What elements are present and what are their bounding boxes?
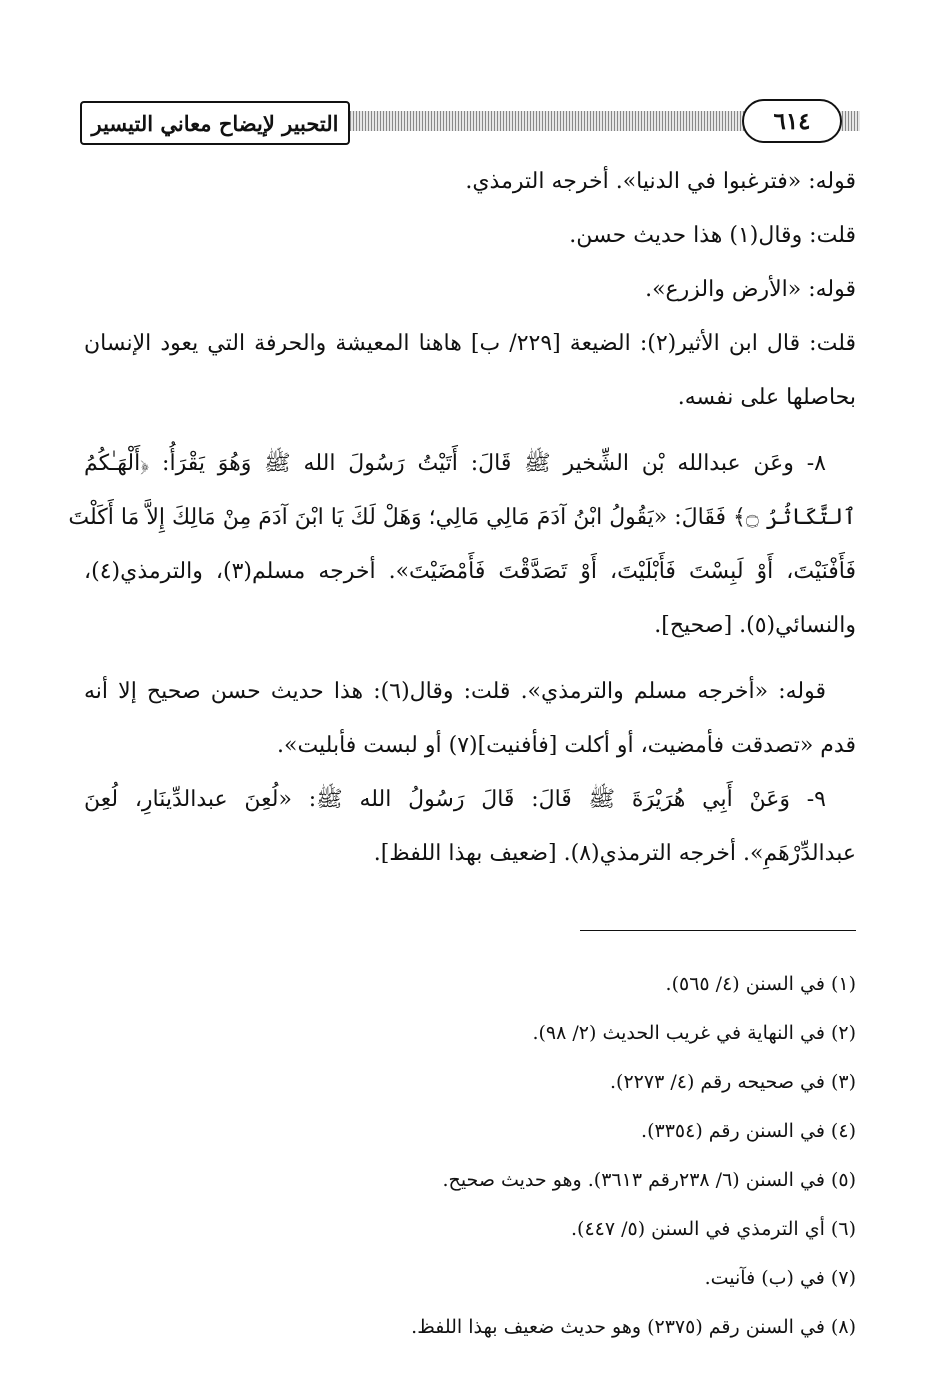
text-line: قلت: قال ابن الأثير(٢): الضيعة [٢٢٩/ ب] هاهنا المعيشة والحرفة التي يعود الإنسان: [84, 331, 856, 356]
text-line: قلت: وقال(١) هذا حديث حسن.: [569, 223, 856, 248]
hadith-9-line: عبدالدِّرْهَمِ». أخرجه الترمذي(٨). [ضعيف بهذا اللفظ].: [373, 841, 856, 866]
footnote: (٦) أي الترمذي في السنن (٥/ ٤٤٧).: [570, 1218, 856, 1240]
footnotes: [84, 960, 856, 1352]
main-text: [68, 155, 856, 881]
footnote: (٨) في السنن رقم (٢٣٧٥) وهو حديث ضعيف بهذا اللفظ.: [411, 1316, 856, 1338]
footnote: (٤) في السنن رقم (٣٣٥٤).: [641, 1120, 856, 1142]
footnote-separator: [580, 930, 856, 931]
footnote: (٢) في النهاية في غريب الحديث (٢/ ٩٨).: [532, 1022, 856, 1044]
commentary-line: قدم «تصدقت فأمضيت، أو أكلت [فأفنيت](٧) أو لبست فأبليت».: [276, 733, 856, 758]
hadith-8-line: فَأَفْنَيْتَ، أَوْ لَبِسْتَ فَأَبْلَيْتَ، أَوْ تَصَدَّقْتَ فَأَمْضَيْتَ». أخرجه مسلم(٣)، والترمذي(٤)،: [84, 559, 856, 584]
hadith-8-line: ٨- وعَن عبدالله بْن الشِّخير ﷺ قَالَ: أَتَيْتُ رَسُولَ الله ﷺ وَهُوَ يَقْرَأُ: ﴿أَلْهَـٰكُمُ: [84, 451, 826, 476]
text-line: بحاصلها على نفسه.: [677, 385, 856, 410]
footnote: (٧) في (ب) فآنيت.: [704, 1267, 856, 1289]
hadith-8-line: والنسائي(٥). [صحيح].: [654, 613, 856, 638]
text-line: قوله: «الأرض والزرع».: [645, 277, 856, 302]
text-line: قوله: «فترغبوا في الدنيا». أخرجه الترمذي.: [465, 169, 856, 194]
hadith-8-line: ٱلتَّكَاثُرُ ۝﴾ فَقَالَ: «يَقُولُ ابْنُ آدَمَ مَالِي مَالِي؛ وَهَلْ لَكَ يَا ابْنَ آدَمَ مِنْ مَالِكَ إِلاَّ مَا أَكَلْتَ: [68, 505, 856, 530]
page-number: ٦١٤: [742, 99, 842, 143]
hadith-9-line: ٩- وَعَنْ أَبِي هُرَيْرَةَ ﷺ قَالَ: قَالَ رَسُولُ الله ﷺ: «لُعِنَ عبدالدِّينَارِ، لُعِنَ: [84, 787, 826, 812]
commentary-line: قوله: «أخرجه مسلم والترمذي». قلت: وقال(٦): هذا حديث حسن صحيح إلا أنه: [84, 679, 826, 704]
book-title: التحبير لإيضاح معاني التيسير: [80, 101, 350, 145]
footnote: (٥) في السنن (٦/ ٢٣٨رقم ٣٦١٣). وهو حديث صحيح.: [442, 1169, 856, 1191]
page-header: [80, 97, 860, 151]
footnote: (١) في السنن (٤/ ٥٦٥).: [665, 973, 856, 995]
footnote: (٣) في صحيحه رقم (٤/ ٢٢٧٣).: [610, 1071, 856, 1093]
